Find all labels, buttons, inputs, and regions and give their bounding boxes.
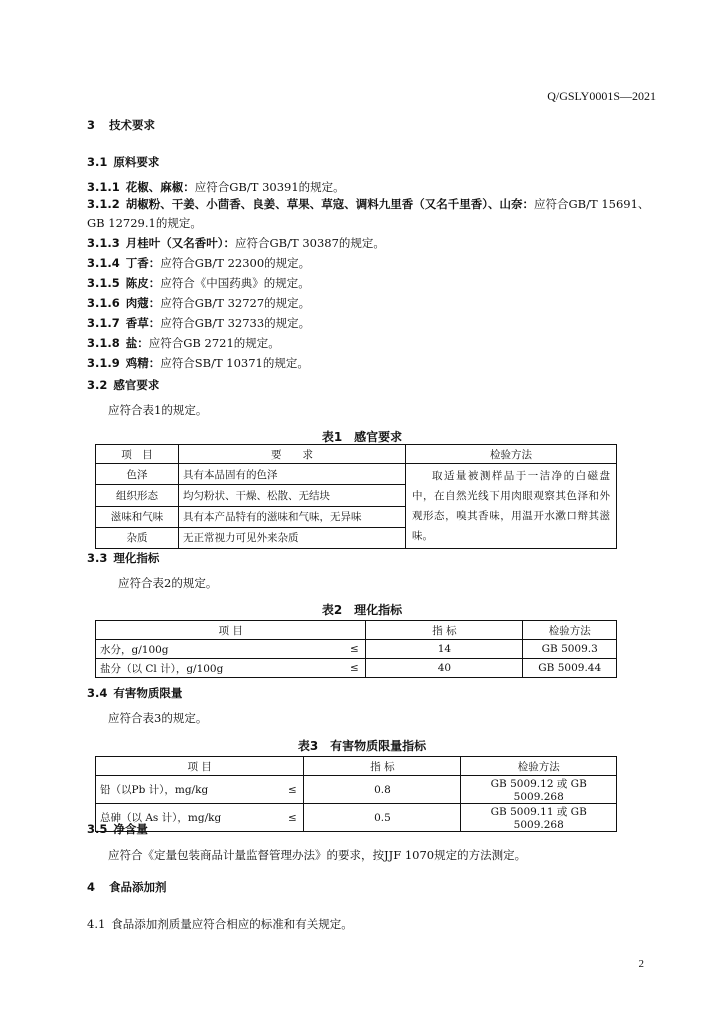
item-text: 应符合GB/T 22300的规定。 <box>160 256 311 270</box>
page-number: 2 <box>638 958 644 970</box>
table-cell: GB 5009.12 或 GB 5009.268 <box>461 776 617 804</box>
table-header: 项 目 <box>96 757 304 776</box>
section-3-heading <box>87 118 155 132</box>
section-3-5-heading <box>87 822 148 836</box>
table-cell: 色泽 <box>96 464 179 485</box>
table-method-cell: 取适量被测样品于一洁净的白磁盘中，在自然光线下用肉眼观察其色泽和外观形态，嗅其香味，用温开水漱口辩其滋味。 <box>406 464 617 549</box>
table-cell: 无正常视力可见外来杂质 <box>179 527 406 548</box>
item-3-1-6 <box>87 296 310 310</box>
item-name: 胡椒粉、干姜、小茴香、良姜、草果、草寇、调料九里香（又名千里香）、山奈： <box>125 197 534 211</box>
table-2 <box>95 620 617 678</box>
section-3-4-heading <box>87 686 182 700</box>
section-3-2-heading <box>87 378 159 392</box>
item-number: 3.1.2 <box>87 197 120 211</box>
section-number: 3.3 <box>87 551 108 565</box>
section-body: 应符合表3的规定。 <box>108 711 208 725</box>
item-number: 3.1.5 <box>87 276 120 290</box>
section-number: 4 <box>87 880 96 894</box>
table-cell: 14 <box>366 640 523 659</box>
section-number: 3.5 <box>87 822 108 836</box>
table-cell: GB 5009.3 <box>523 640 617 659</box>
table-cell: 盐分（以 Cl 计），g/100g <box>96 659 344 678</box>
item-text: 应符合SB/T 10371的规定。 <box>160 356 309 370</box>
table-cell: 铅（以Pb 计），mg/kg <box>96 776 282 804</box>
document-code: Q/GSLY0001S—2021 <box>547 89 656 103</box>
table-cell: ≤ <box>343 640 366 659</box>
table-cell: 组织形态 <box>96 485 179 506</box>
table-cell: ≤ <box>343 659 366 678</box>
table-cell: GB 5009.11 或 GB 5009.268 <box>461 804 617 832</box>
item-3-1-9 <box>87 356 309 370</box>
item-name: 香草： <box>125 316 161 330</box>
section-number: 3.2 <box>87 378 108 392</box>
item-text: 应符合《中国药典》的规定。 <box>160 276 310 290</box>
section-body: 应符合表2的规定。 <box>118 576 218 590</box>
table-header: 检验方法 <box>461 757 617 776</box>
table-cell: 总砷（以 As 计），mg/kg <box>96 804 282 832</box>
item-name: 陈皮： <box>125 276 161 290</box>
item-3-1-7 <box>87 316 310 330</box>
item-number: 3.1.3 <box>87 236 120 250</box>
item-number: 3.1.7 <box>87 316 120 330</box>
item-name: 鸡精： <box>125 356 161 370</box>
table-cell: 均匀粉状、干燥、松散、无结块 <box>179 485 406 506</box>
section-3-3-heading <box>87 551 159 565</box>
item-3-1-8 <box>87 336 280 350</box>
table-header: 检验方法 <box>406 445 617 464</box>
table-cell: 0.8 <box>304 776 461 804</box>
section-3-1-heading <box>87 155 159 169</box>
item-text: 应符合GB/T 30387的规定。 <box>235 236 385 250</box>
item-number: 3.1.9 <box>87 356 120 370</box>
item-text: 应符合GB 2721的规定。 <box>148 336 280 350</box>
section-title: 原料要求 <box>113 155 160 169</box>
table-1 <box>95 444 617 549</box>
section-title: 理化指标 <box>113 551 160 565</box>
section-title: 有害物质限量 <box>113 686 183 700</box>
table-header: 检验方法 <box>523 621 617 640</box>
table-cell: 40 <box>366 659 523 678</box>
section-number: 3 <box>87 118 96 132</box>
table-header: 要 求 <box>179 445 406 464</box>
table-cell: ≤ <box>281 776 304 804</box>
section-title: 净含量 <box>113 822 148 836</box>
item-name: 花椒、麻椒： <box>125 180 195 194</box>
table-cell: 滋味和气味 <box>96 506 179 527</box>
section-title: 食品添加剂 <box>109 880 167 894</box>
item-3-1-5 <box>87 276 310 290</box>
item-number: 3.1.6 <box>87 296 120 310</box>
table-cell: 水分，g/100g <box>96 640 344 659</box>
table-header: 项 目 <box>96 621 366 640</box>
section-number: 3.1 <box>87 155 108 169</box>
section-number: 3.4 <box>87 686 108 700</box>
item-name: 丁香： <box>125 256 161 270</box>
table-header: 指 标 <box>366 621 523 640</box>
table-2-caption: 表2 理化指标 <box>321 603 403 617</box>
item-name: 盐： <box>125 336 149 350</box>
item-3-1-4 <box>87 256 310 270</box>
item-name: 月桂叶（又名香叶）： <box>125 236 235 250</box>
table-cell: 杂质 <box>96 527 179 548</box>
item-text: 应符合GB/T 15691、GB 12729.1的规定。 <box>87 197 650 230</box>
item-3-1-1 <box>87 180 345 194</box>
table-cell: 0.5 <box>304 804 461 832</box>
section-body: 应符合《定量包装商品计量监督管理办法》的要求，按JJF 1070规定的方法测定。 <box>108 848 527 862</box>
section-number: 4.1 <box>87 917 106 931</box>
item-number: 3.1.4 <box>87 256 120 270</box>
table-cell: 具有本品固有的色泽 <box>179 464 406 485</box>
section-4-1 <box>87 917 353 931</box>
table-cell: 具有本产品特有的滋味和气味，无异味 <box>179 506 406 527</box>
table-cell: GB 5009.44 <box>523 659 617 678</box>
table-3-caption: 表3 有害物质限量指标 <box>297 739 427 753</box>
item-name: 肉蔻： <box>125 296 161 310</box>
section-title: 感官要求 <box>113 378 160 392</box>
item-text: 应符合GB/T 32727的规定。 <box>160 296 311 310</box>
item-3-1-2 <box>87 195 667 233</box>
section-title: 技术要求 <box>109 118 156 132</box>
table-header: 项 目 <box>96 445 179 464</box>
table-header: 指 标 <box>304 757 461 776</box>
section-body: 应符合表1的规定。 <box>108 403 208 417</box>
section-text: 食品添加剂质量应符合相应的标准和有关规定。 <box>111 917 353 931</box>
item-number: 3.1.8 <box>87 336 120 350</box>
item-number: 3.1.1 <box>87 180 120 194</box>
table-cell: ≤ <box>281 804 304 832</box>
item-text: 应符合GB/T 32733的规定。 <box>160 316 311 330</box>
table-1-caption: 表1 感官要求 <box>321 430 403 444</box>
section-4-heading <box>87 880 167 894</box>
table-3 <box>95 756 617 832</box>
item-text: 应符合GB/T 30391的规定。 <box>194 180 345 194</box>
item-3-1-3 <box>87 236 385 250</box>
